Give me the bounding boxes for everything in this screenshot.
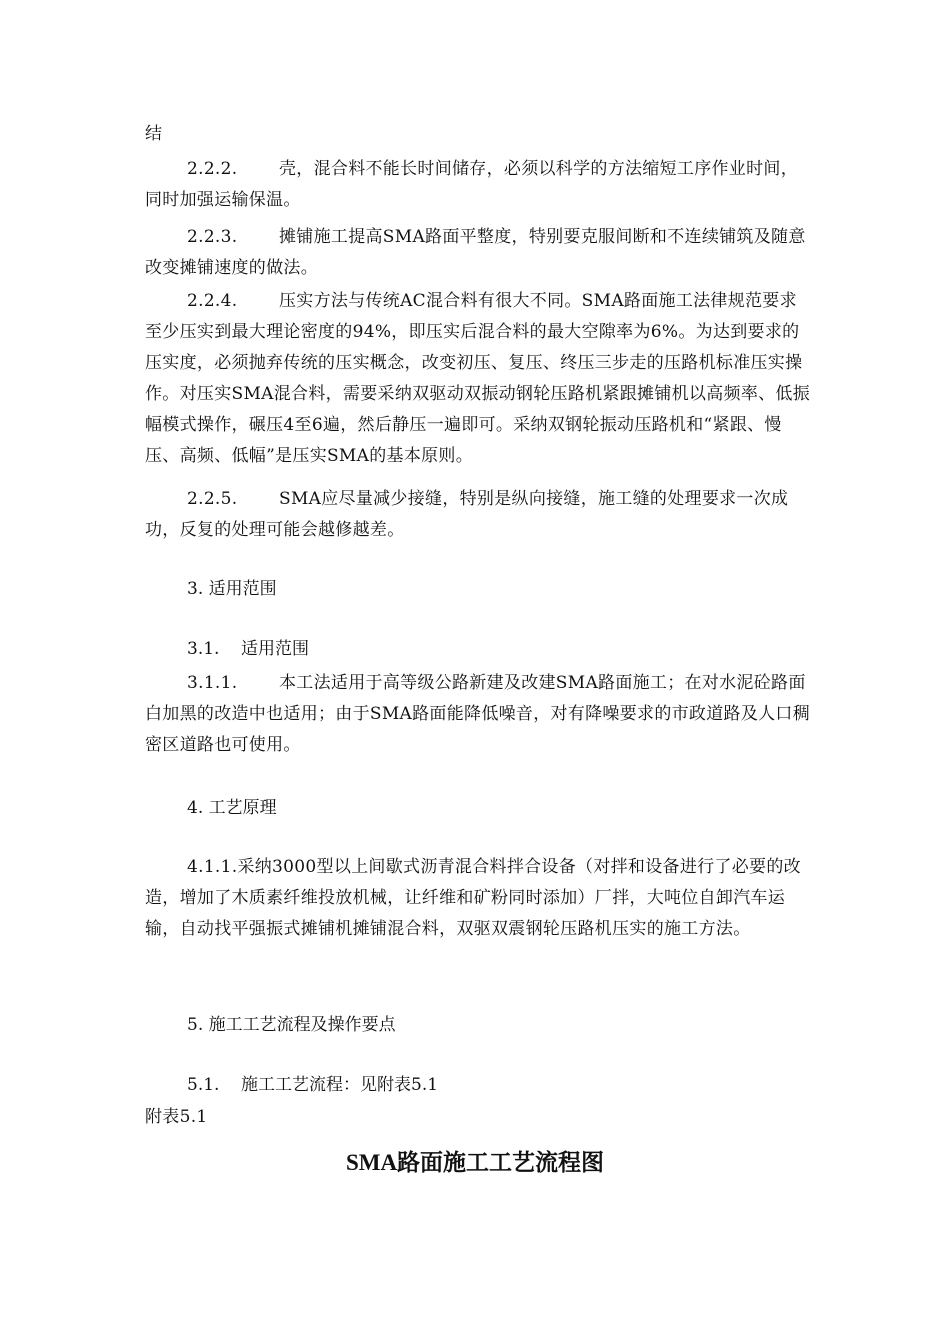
paragraph-2-2-5 xyxy=(145,484,813,546)
paragraph-2-2-3 xyxy=(145,222,813,284)
paragraph-4-1-1 xyxy=(145,852,813,945)
paragraph-text: SMA应尽量减少接缝，特别是纵向接缝，施工缝的处理要求一次成功，反复的处理可能会越修越差。 xyxy=(145,489,789,540)
section-4-heading: 4. 工艺原理 xyxy=(187,798,277,818)
paragraph-3-1-1 xyxy=(145,668,813,761)
sub-number: 5.1. xyxy=(187,1075,220,1095)
paragraph-text: 4.1.1.采纳3000型以上间歇式沥青混合料拌合设备（对拌和设备进行了必要的改造，增加了木质素纤维投放机械，让纤维和矿粉同时添加）厂拌，大吨位自卸汽车运输，自动找平强振式摊铺机摊铺混合料，双驱双震钢轮压路机压实的施工方法。 xyxy=(145,857,801,939)
item-number: 2.2.5. xyxy=(187,489,238,509)
sub-number: 3.1. xyxy=(187,639,220,659)
continued-line xyxy=(145,119,813,150)
paragraph-text: 摊铺施工提高SMA路面平整度，特别要克服间断和不连续铺筑及随意改变摊铺速度的做法。 xyxy=(145,227,806,278)
item-number: 3.1.1. xyxy=(187,673,238,693)
sub-heading-text: 适用范围 xyxy=(241,639,309,659)
section-3-1-heading xyxy=(187,634,309,665)
item-number: 2.2.2. xyxy=(187,159,238,179)
item-number: 2.2.3. xyxy=(187,227,238,247)
paragraph-text: 压实方法与传统AC混合料有很大不同。SMA路面施工法律规范要求至少压实到最大理论密度的94%，即压实后混合料的最大空隙率为6%。为达到要求的压实度，必须抛弃传统的压实概念，改变初压、复压、终压三步走的压路机标准压实操作。对压实SMA混合料，需要采纳双驱动双振动钢轮压路机紧跟摊铺机以高频率、低振幅模式操作，碾压4至6遍，然后静压一遍即可。采纳双钢轮振动压路机和“紧跟、慢压、高频、低幅”是压实SMA的基本原则。 xyxy=(145,291,811,466)
sub-heading-text: 施工工艺流程：见附表5.1 xyxy=(241,1075,439,1095)
item-number: 2.2.4. xyxy=(187,291,238,311)
paragraph-text: 壳，混合料不能长时间储存，必须以科学的方法缩短工序作业时间，同时加强运输保温。 xyxy=(145,159,798,210)
section-3-heading: 3. 适用范围 xyxy=(187,579,277,599)
paragraph-2-2-4 xyxy=(145,286,813,472)
appendix-label: 附表5.1 xyxy=(145,1107,208,1127)
continued-text: 结 xyxy=(145,124,163,144)
paragraph-2-2-2 xyxy=(145,154,813,216)
paragraph-text: 本工法适用于高等级公路新建及改建SMA路面施工；在对水泥砼路面白加黑的改造中也适用；由于SMA路面能降低噪音，对有降噪要求的市政道路及人口稠密区道路也可使用。 xyxy=(145,673,811,755)
section-5-heading: 5. 施工工艺流程及操作要点 xyxy=(187,1015,396,1035)
section-5-1-heading xyxy=(187,1070,438,1101)
flowchart-title: SMA路面施工工艺流程图 xyxy=(345,1150,605,1175)
